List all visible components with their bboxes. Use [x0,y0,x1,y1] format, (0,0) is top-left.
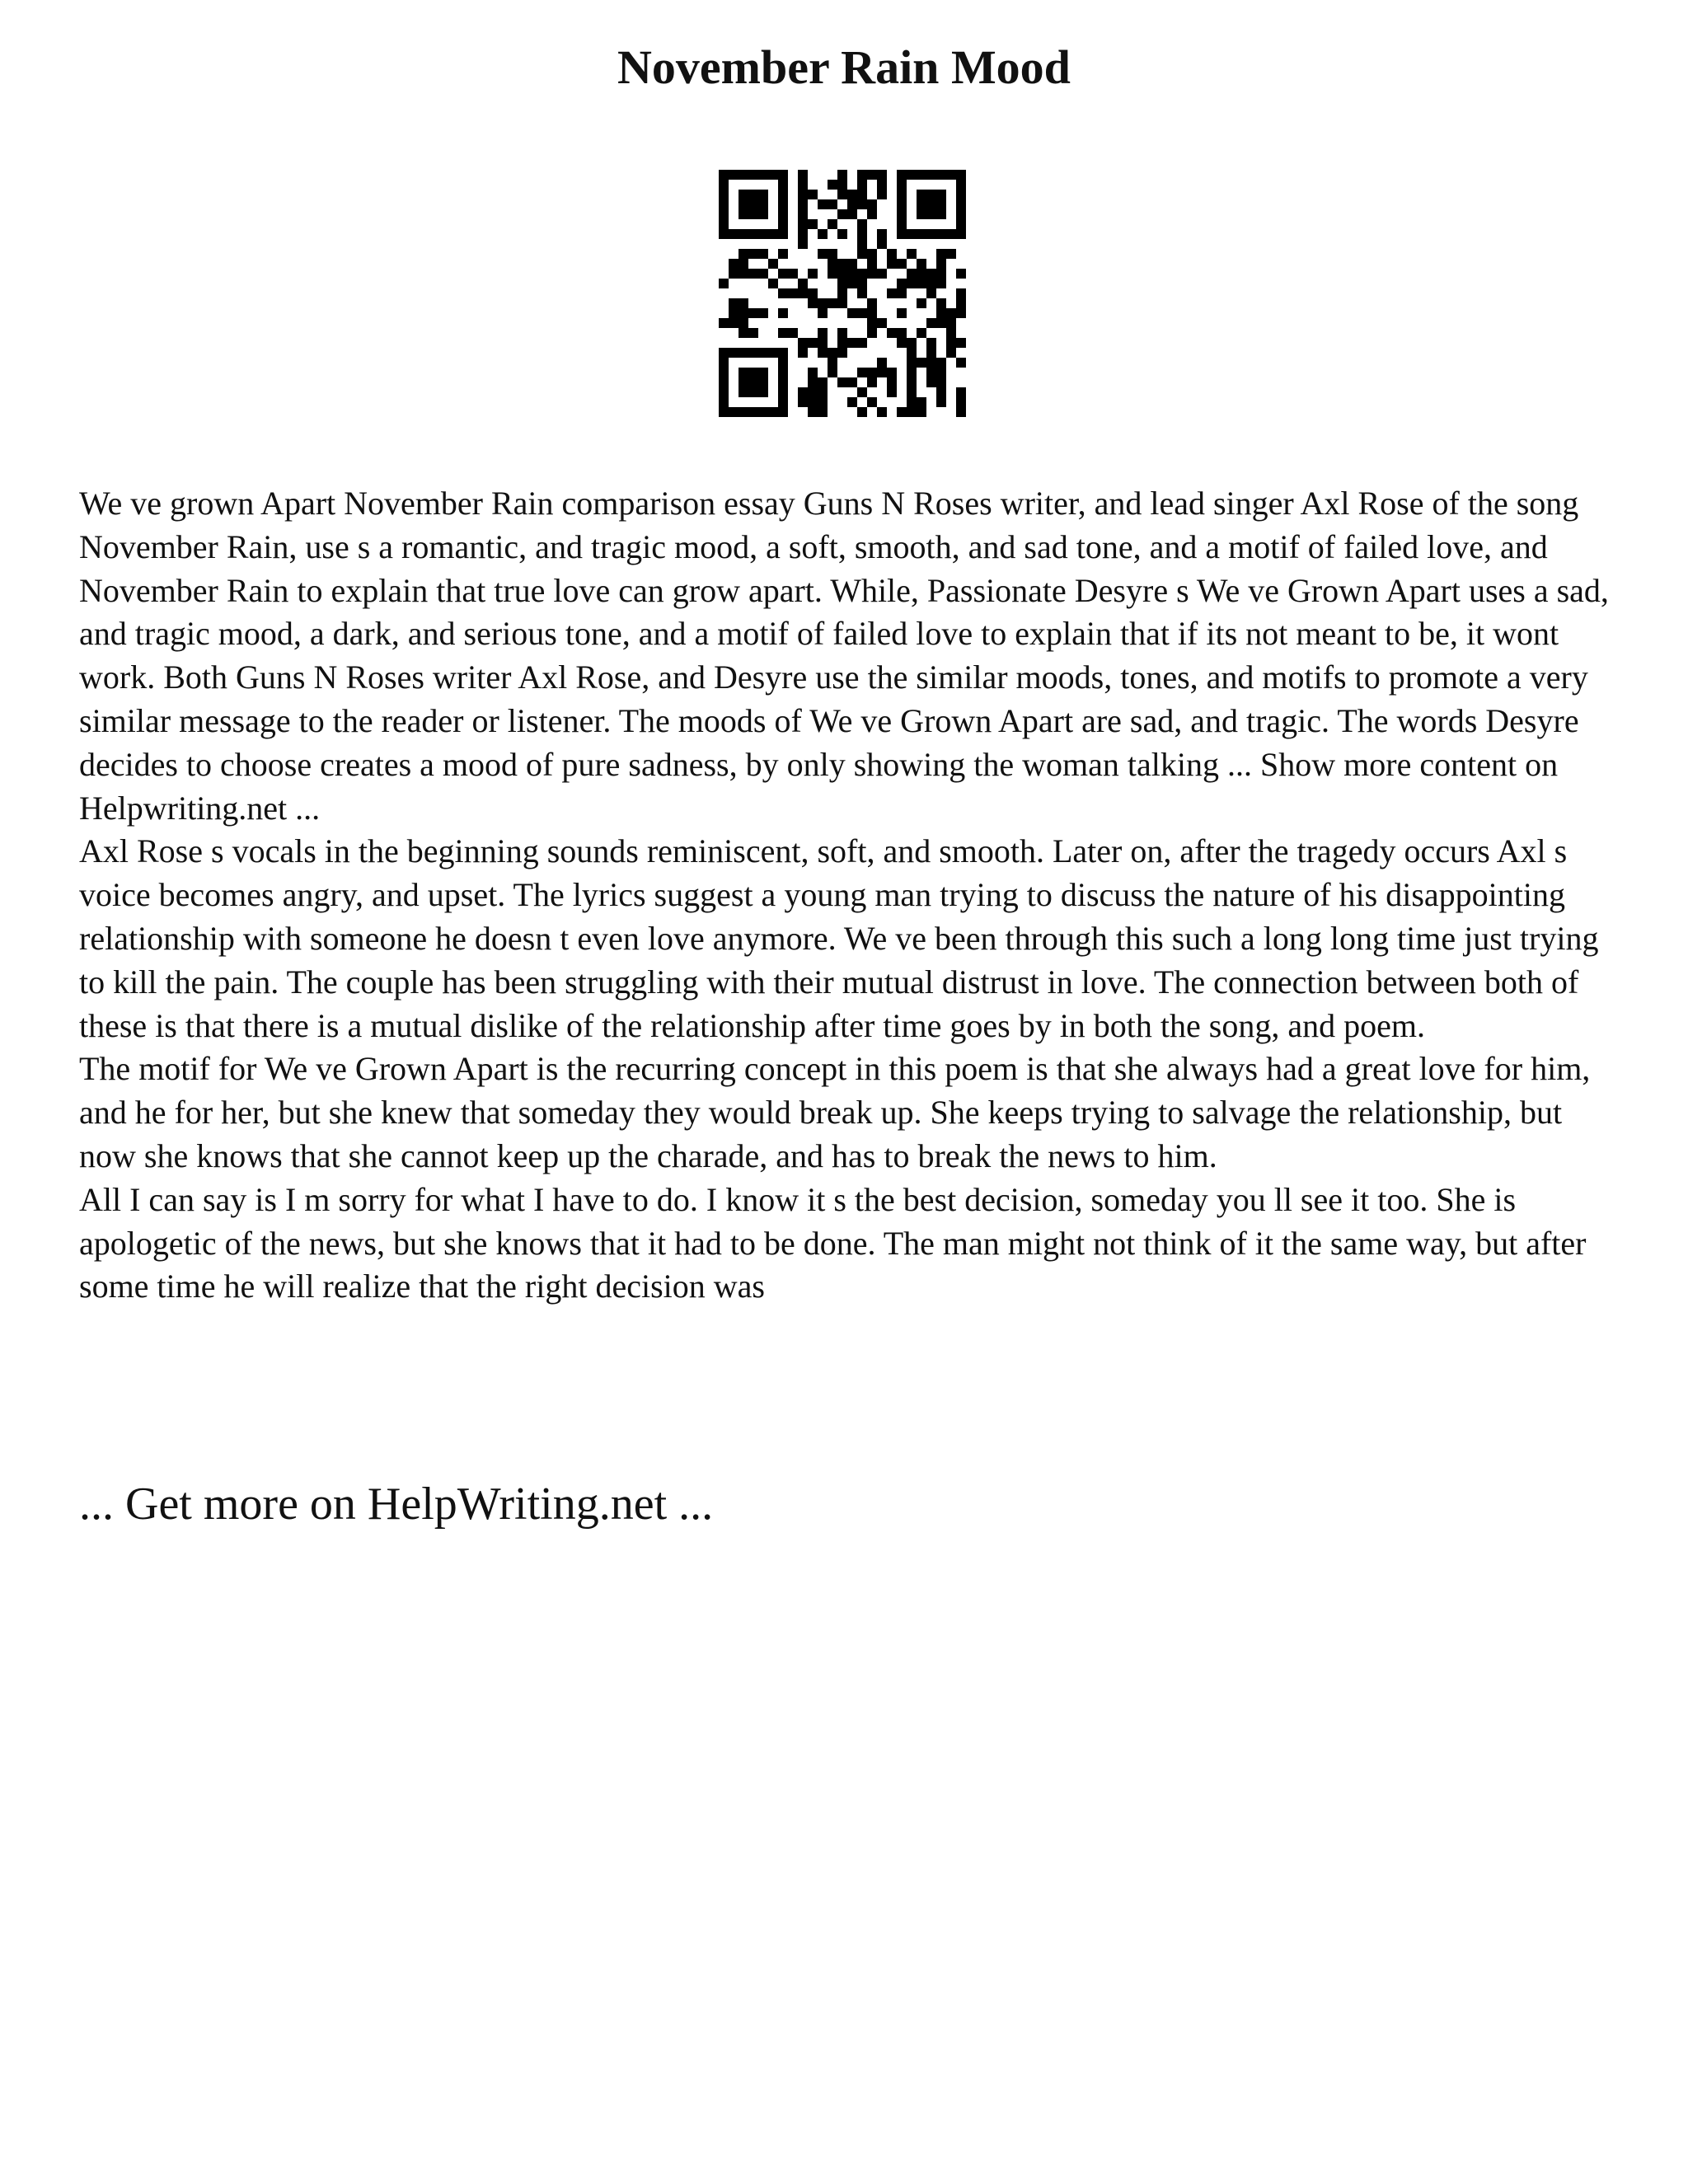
get-more-link[interactable]: ... Get more on HelpWriting.net ... [79,1479,714,1530]
paragraph: The motif for We ve Grown Apart is the recurring concept in this poem is that she always had a great love for him, and he for her, but she knew that someday they would break up. She keeps trying to salvage the relationship, but now she knows that she cannot keep up the charade, and has to break the news to him. [79,1050,1591,1174]
qr-code-image [719,170,966,417]
paragraph: We ve grown Apart November Rain comparison essay Guns N Roses writer, and lead singer Axl Rose of the song November Rain, use s a romantic, and tragic mood, a soft, smooth, and sad tone, and a motif of failed love, and November Rain to explain that true love can grow apart. While, Passionate Desyre s We ve Grown Apart uses a sad, and tragic mood, a dark, and serious tone, and a motif of failed love to explain that if its not meant to be, it wont work. Both Guns N Roses writer Axl Rose, and Desyre use the similar moods, tones, and motifs to promote a very similar message to the reader or listener. The moods of We ve Grown Apart are sad, and tragic. The words Desyre decides to choose creates a mood of pure sadness, by only showing the woman talking ... Show more content on Helpwriting.net ... [79,485,1609,827]
paragraph: Axl Rose s vocals in the beginning sounds reminiscent, soft, and smooth. Later on, after the tragedy occurs Axl s voice becomes angry, and upset. The lyrics suggest a young man trying to discuss the nature of his disappointing relationship with someone he doesn t even love anymore. We ve been through this such a long long time just trying to kill the pain. The couple has been struggling with their mutual distrust in love. The connection between both of these is that there is a mutual dislike of the relationship after time goes by in both the song, and poem. [79,832,1599,1044]
document-title: November Rain Mood [617,40,1071,94]
essay-body [79,482,1620,1309]
paragraph: All I can say is I m sorry for what I have to do. I know it s the best decision, someday you ll see it too. She is apologetic of the news, but she knows that it had to be done. The man might not think of it the same way, but after some time he will realize that the right decision was [79,1180,1587,1305]
